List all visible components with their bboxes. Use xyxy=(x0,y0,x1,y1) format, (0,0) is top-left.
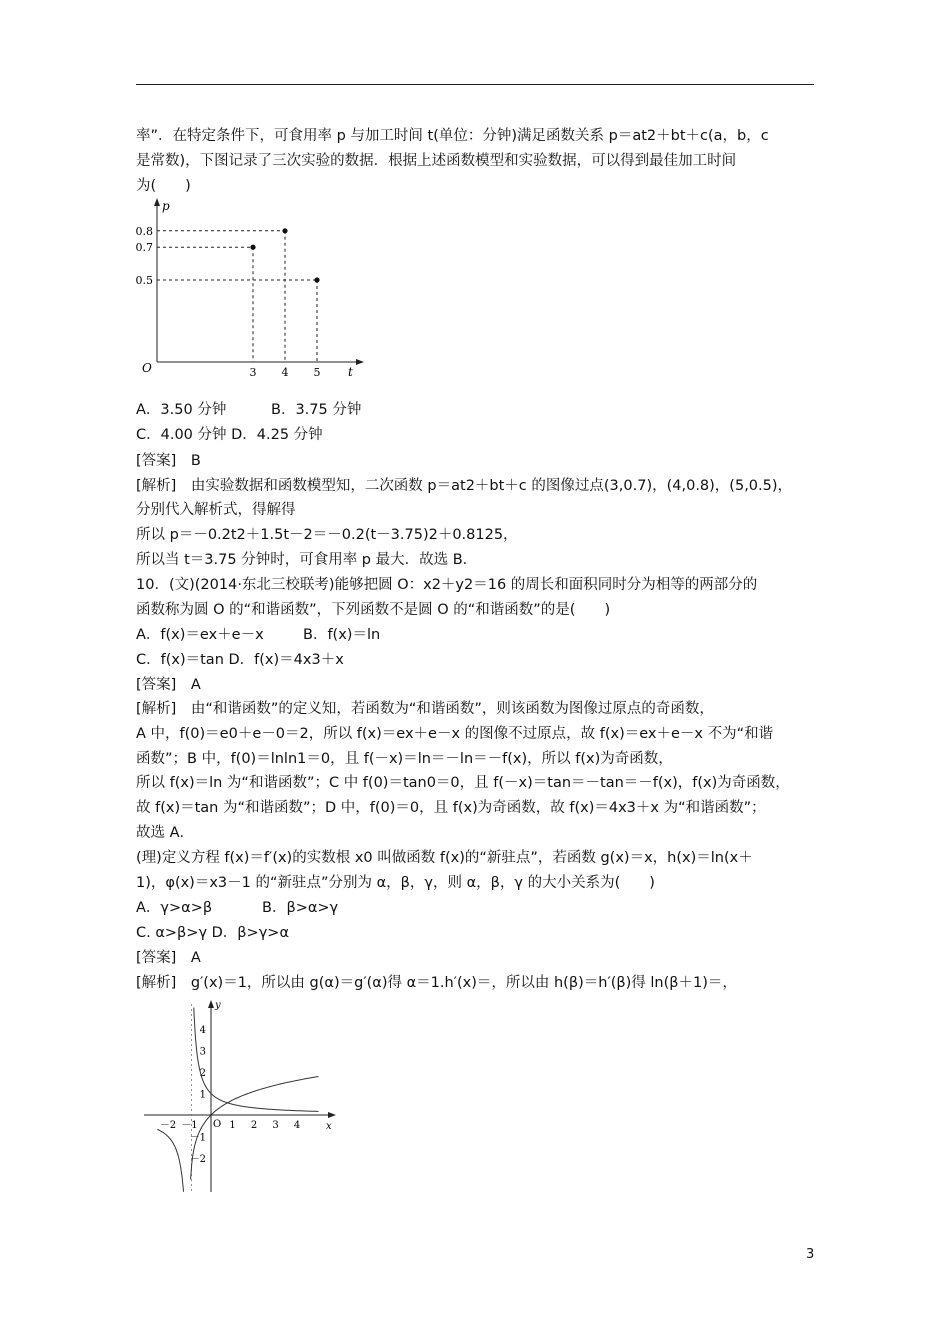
x-axis-label: x xyxy=(326,1121,332,1132)
explanation-line: 函数”；B 中，f(0)＝lnln1＝0，且 f(－x)＝ln＝－ln＝－f(x)，所以 f(x)为奇函数， xyxy=(136,751,673,767)
x-tick-label: －1 xyxy=(181,1120,198,1131)
header-rule xyxy=(136,84,814,85)
question-text-line: 10．(文)(2014·东北三校联考)能够把圆 O：x2＋y2＝16 的周长和面积同时分为相等的两部分的 xyxy=(136,577,758,593)
options-c-d: C. α>β>γ D．β>γ>α xyxy=(136,925,290,941)
question-text-line: 为( ) xyxy=(136,178,191,194)
y-tick-label: －1 xyxy=(189,1132,206,1144)
origin-label: O xyxy=(213,1119,222,1130)
y-tick-label: 3 xyxy=(199,1046,206,1058)
question-text-line: 率”．在特定条件下，可食用率 p 与加工时间 t(单位：分钟)满足函数关系 p＝at2＋bt＋c(a，b，c xyxy=(136,128,769,144)
option-b: B．β>α>γ xyxy=(262,900,339,916)
data-point xyxy=(282,228,287,233)
y-tick-label: 0.5 xyxy=(136,274,153,287)
explanation-line: 所以 p＝－0.2t2＋1.5t－2＝－0.2(t－3.75)2＋0.8125， xyxy=(136,527,518,543)
y-axis-label: y xyxy=(215,1000,221,1011)
data-point xyxy=(314,277,319,282)
explanation-line: 故选 A． xyxy=(136,825,195,841)
answer: [答案] A xyxy=(136,950,201,966)
x-tick-label: 4 xyxy=(293,1120,301,1131)
x-tick-label: 3 xyxy=(249,366,257,379)
options-c-d: C．f(x)＝tan D．f(x)＝4x3＋x xyxy=(136,652,344,668)
explanation-line: 故 f(x)＝tan 为“和谐函数”；D 中，f(0)＝0，且 f(x)为奇函数，故 f(x)＝4x3＋x 为“和谐函数”； xyxy=(136,800,766,816)
x-tick-label: 1 xyxy=(229,1120,236,1131)
option-b: B．f(x)＝ln xyxy=(303,627,381,643)
curve-reciprocal-right xyxy=(194,1008,319,1112)
option-a: A．γ>α>β xyxy=(136,900,213,916)
y-axis-label: p xyxy=(162,199,170,213)
question-text-line: 1)，φ(x)＝x3－1 的“新驻点”分别为 α，β，γ，则 α，β，γ 的大小关系为( ) xyxy=(136,875,655,891)
origin-label: O xyxy=(142,361,152,375)
answer: [答案] A xyxy=(136,677,201,693)
explanation-line: 分别代入解析式，得解得 xyxy=(136,502,296,518)
y-tick-label: 2 xyxy=(199,1068,206,1079)
y-tick-label: －2 xyxy=(189,1154,206,1165)
x-tick-label: 3 xyxy=(272,1120,279,1131)
figure-p-t xyxy=(136,196,368,380)
y-tick-label: 0.7 xyxy=(136,241,153,255)
explanation-line: [解析] g′(x)＝1，所以由 g(α)＝g′(α)得 α＝1.h′(x)＝，所以由 h(β)＝h′(β)得 ln(β＋1)＝， xyxy=(136,975,737,991)
x-tick-label: 4 xyxy=(281,366,289,379)
explanation-line: A 中，f(0)＝e0＋e－0＝2，所以 f(x)＝ex＋e－x 的图像不过原点，故 f(x)＝ex＋e－x 不为“和谐 xyxy=(136,726,774,742)
answer: [答案] B xyxy=(136,453,201,469)
options-c-d: C．4.00 分钟 D．4.25 分钟 xyxy=(136,427,323,443)
question-text-line: 是常数)，下图记录了三次实验的数据．根据上述函数模型和实验数据，可以得到最佳加工时间 xyxy=(136,153,737,169)
question-text-line: 函数称为圆 O 的“和谐函数”，下列函数不是圆 O 的“和谐函数”的是( ) xyxy=(136,602,611,618)
question-text-line: (理)定义方程 f(x)＝f′(x)的实数根 x0 叫做函数 f(x)的“新驻点”，若函数 g(x)＝x，h(x)＝ln(x＋ xyxy=(136,850,753,866)
option-b: B．3.75 分钟 xyxy=(271,402,362,418)
y-tick-label: 1 xyxy=(199,1089,206,1101)
curve-reciprocal-left xyxy=(157,1129,183,1192)
x-tick-label: 2 xyxy=(250,1120,258,1131)
page-number: 3 xyxy=(806,1247,815,1262)
x-axis-label: t xyxy=(348,365,353,379)
explanation-line: 所以 f(x)＝ln 为“和谐函数”；C 中 f(0)＝tan0＝0，且 f(－x)＝tan＝－tan＝－f(x)，f(x)为奇函数， xyxy=(136,775,790,791)
option-a: A．f(x)＝ex＋e－x xyxy=(136,627,264,643)
explanation-line: [解析] 由实验数据和函数模型知，二次函数 p＝at2＋bt＋c 的图像过点(3,0.7)，(4,0.8)，(5,0.5)， xyxy=(136,478,793,494)
data-point xyxy=(250,245,255,250)
explanation-line: 所以当 t＝3.75 分钟时，可食用率 p 最大．故选 B． xyxy=(136,552,478,568)
x-tick-label: 5 xyxy=(313,366,321,379)
x-tick-label: －2 xyxy=(159,1120,177,1131)
y-tick-label: 0.8 xyxy=(136,224,153,238)
y-tick-label: 4 xyxy=(199,1025,206,1036)
explanation-line: [解析] 由“和谐函数”的定义知，若函数为“和谐函数”，则该函数为图像过原点的奇函数， xyxy=(136,701,714,717)
figure-curves xyxy=(136,996,346,1196)
option-a: A．3.50 分钟 xyxy=(136,402,227,418)
